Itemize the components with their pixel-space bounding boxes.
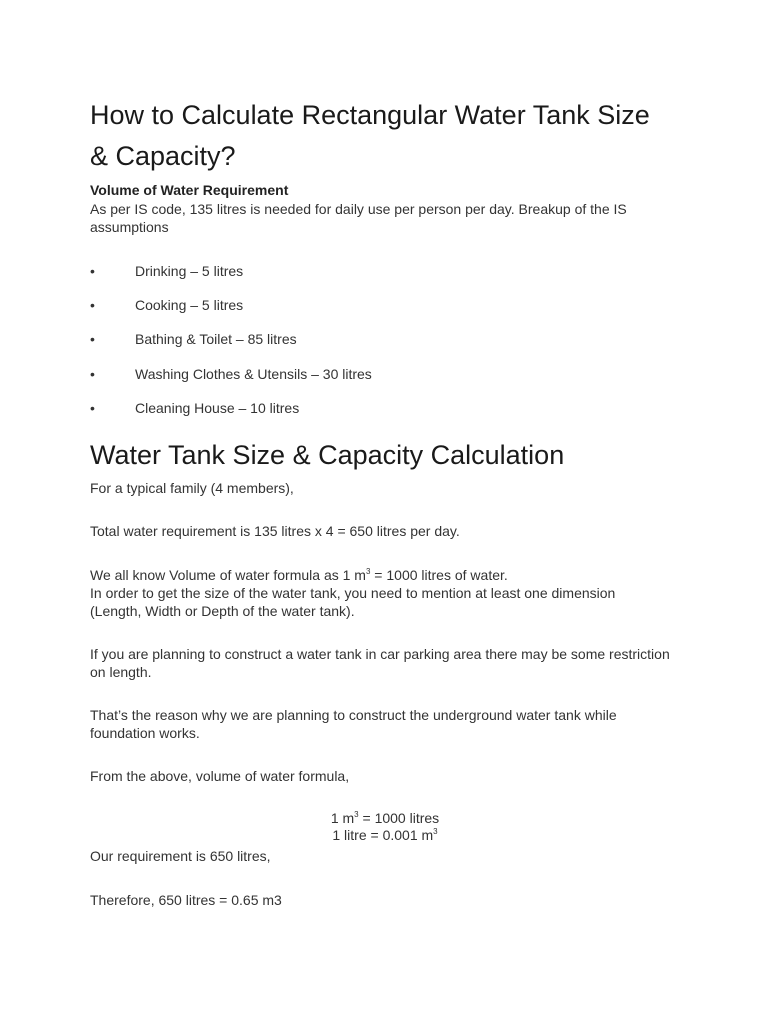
section-heading: Water Tank Size & Capacity Calculation [90,440,565,470]
paragraph-family: For a typical family (4 members), [90,480,294,496]
bullet-marker: • [90,366,95,382]
list-item-text: Bathing & Toilet – 85 litres [135,331,297,347]
text-run: = 1000 litres [358,810,440,826]
paragraph-volume-formula [90,566,670,620]
list-item-text: Cooking – 5 litres [135,297,244,313]
page-title-line2: & Capacity? [90,141,236,171]
bullet-marker: • [90,263,95,279]
text-run: = 1000 litres of water. [370,567,508,583]
formula-line-2 [90,827,680,844]
intro-paragraph: As per IS code, 135 litres is needed for daily use per person per day. Breakup of the IS assumptions [90,201,627,235]
bullet-marker: • [90,331,95,347]
bullet-marker: • [90,400,95,416]
list-item-text: Washing Clothes & Utensils – 30 litres [135,366,372,382]
text-run: In order to get the size of the water tank, you need to mention at least one dimension (Length, Width or Depth of the water tank). [90,585,616,619]
paragraph-therefore: Therefore, 650 litres = 0.65 m3 [90,892,282,908]
list-item-text: Drinking – 5 litres [135,263,244,279]
text-run: 1 litre = 0.001 m [332,827,434,843]
page-title-line1: How to Calculate Rectangular Water Tank Size [90,100,650,130]
paragraph-requirement: Our requirement is 650 litres, [90,848,271,864]
formula-line-1 [90,810,680,827]
paragraph-parking: If you are planning to construct a water tank in car parking area there may be some restriction on length. [90,646,670,680]
list-item-text: Cleaning House – 10 litres [135,400,300,416]
superscript: 3 [354,810,359,819]
paragraph-from-above: From the above, volume of water formula, [90,768,350,784]
text-run: 1 m [330,810,355,826]
paragraph-underground: That’s the reason why we are planning to construct the underground water tank while foundation works. [90,707,617,741]
text-run: We all know Volume of water formula as 1 m [90,567,366,583]
paragraph-total: Total water requirement is 135 litres x 4 = 650 litres per day. [90,523,460,539]
bullet-marker: • [90,297,95,313]
section-subheading: Volume of Water Requirement [90,182,289,198]
superscript: 3 [365,567,371,576]
superscript: 3 [433,827,438,836]
